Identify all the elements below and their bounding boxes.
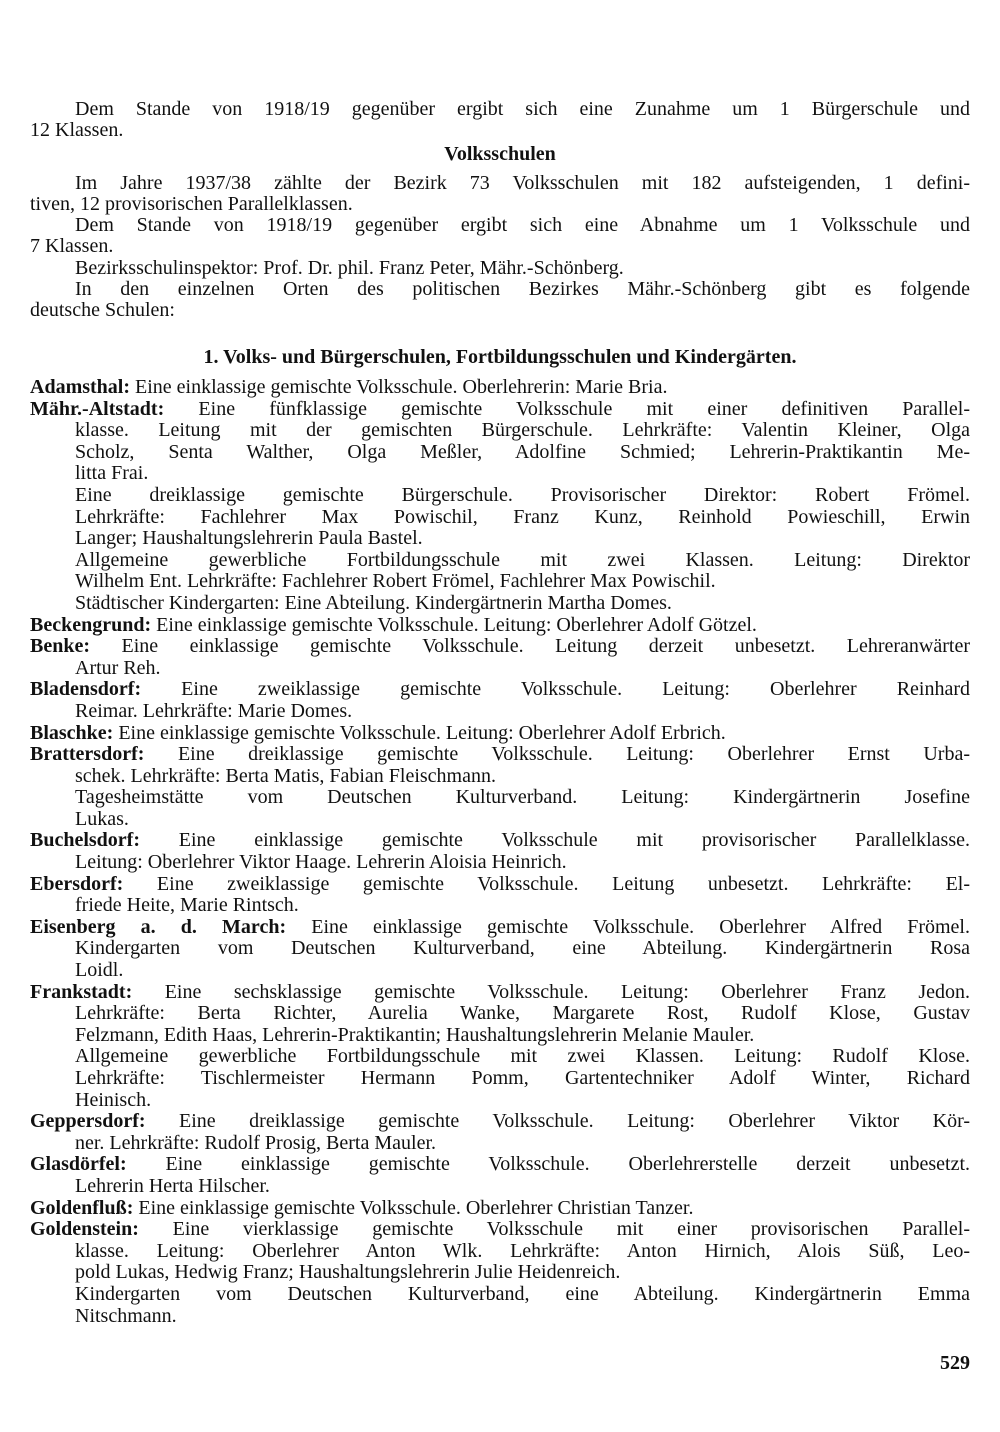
- entry-text: Eine einklassige gemischte Volksschule mit provisorischer Parallelklasse.: [178, 829, 970, 852]
- entry-line: [30, 1262, 970, 1284]
- entry-text: Eine zweiklassige gemischte Volksschule. Leitung: Oberlehrer Reinhard: [181, 678, 970, 701]
- entry-text: Lehrkräfte: Fachlehrer Max Powischil, Franz Kunz, Reinhold Powieschill, Erwin: [75, 505, 970, 528]
- school-entry: [30, 636, 970, 679]
- place-name: Mähr.-Altstadt:: [30, 397, 165, 420]
- school-entry: [30, 1111, 970, 1154]
- entry-line: [30, 1198, 970, 1220]
- entry-line: [30, 938, 970, 960]
- entry-text: Eine einklassige gemischte Volksschule. Leitung: Oberlehrer Adolf Götzel.: [156, 613, 757, 636]
- entry-text: Kindergarten vom Deutschen Kulturverband, eine Abteilung. Kindergärtnerin Emma: [75, 1282, 970, 1305]
- entry-text: Eine einklassige gemischte Volksschule. Leitung derzeit unbesetzt. Lehreranwärter: [121, 635, 971, 658]
- entry-line: [30, 852, 970, 874]
- paragraph-line: deutsche Schulen:: [30, 299, 175, 322]
- entry-line: [30, 1046, 970, 1068]
- entry-line: [30, 895, 970, 917]
- entry-text: Eine einklassige gemischte Volksschule. Leitung: Oberlehrer Adolf Erbrich.: [118, 721, 726, 744]
- entry-text: Eine vierklassige gemischte Volksschule mit einer provisorischen Parallel-: [172, 1218, 970, 1241]
- entry-text: Lehrerin Herta Hilscher.: [75, 1174, 270, 1197]
- entry-line: [30, 766, 970, 788]
- paragraph-line: Bezirksschulinspektor: Prof. Dr. phil. Franz Peter, Mähr.-Schönberg.: [75, 256, 624, 279]
- entry-text: Leitung: Oberlehrer Viktor Haage. Lehrerin Aloisia Heinrich.: [75, 851, 567, 874]
- entry-line: [30, 830, 970, 852]
- paragraph-line: Dem Stande von 1918/19 gegenüber ergibt sich eine Zunahme um 1 Bürgerschule und: [75, 98, 970, 120]
- place-name: Blaschke:: [30, 721, 114, 744]
- entry-line: [30, 1111, 970, 1133]
- entry-text: Eine dreiklassige gemischte Bürgerschule. Provisorischer Direktor: Robert Frömel.: [75, 483, 970, 506]
- school-entry: [30, 723, 970, 745]
- entry-line: [30, 593, 970, 615]
- entry-text: Eine fünfklassige gemischte Volksschule mit einer definitiven Parallel-: [198, 397, 971, 420]
- entry-text: Eine zweiklassige gemischte Volksschule. Leitung unbesetzt. Lehrkräfte: El-: [156, 872, 971, 895]
- section-title: 1. Volks- und Bürgerschulen, Fortbildungsschulen und Kindergärten.: [203, 346, 797, 368]
- school-entry: [30, 615, 970, 637]
- entry-line: [30, 463, 970, 485]
- entry-text: Eine dreiklassige gemischte Volksschule. Leitung: Oberlehrer Ernst Urba-: [177, 743, 971, 766]
- entry-text: Eine einklassige gemischte Volksschule. Oberlehrer Alfred Frömel.: [311, 915, 970, 938]
- place-name: Goldenstein:: [30, 1218, 139, 1241]
- entry-line: [30, 1306, 970, 1328]
- entry-text: Heinisch.: [75, 1088, 152, 1111]
- entry-line: [30, 1176, 970, 1198]
- entry-line: [30, 571, 970, 593]
- entry-text: Tagesheimstätte vom Deutschen Kulturverband. Leitung: Kindergärtnerin Josefine: [75, 786, 970, 809]
- school-entry: [30, 917, 970, 982]
- entry-line: [30, 679, 970, 701]
- entry-text: Allgemeine gewerbliche Fortbildungsschule mit zwei Klassen. Leitung: Direktor: [75, 548, 970, 571]
- section-heading: [30, 345, 970, 369]
- place-name: Frankstadt:: [30, 980, 133, 1003]
- page-number: 529: [940, 1352, 970, 1374]
- school-entry: [30, 830, 970, 873]
- entry-text: Reimar. Lehrkräfte: Marie Domes.: [75, 699, 353, 722]
- school-entries: [30, 377, 970, 1327]
- entry-text: Eine sechsklassige gemischte Volksschule. Leitung: Oberlehrer Franz Jedon.: [164, 980, 971, 1003]
- place-name: Ebersdorf:: [30, 872, 124, 895]
- place-name: Goldenfluß:: [30, 1196, 134, 1219]
- paragraph-line: Dem Stande von 1918/19 gegenüber ergibt sich eine Abnahme um 1 Volksschule und: [75, 214, 970, 237]
- entry-text: Langer; Haushaltungslehrerin Paula Bastel.: [75, 527, 423, 550]
- entry-line: [30, 1241, 970, 1263]
- school-entry: [30, 1198, 970, 1220]
- entry-line: [30, 701, 970, 723]
- entry-line: [30, 1025, 970, 1047]
- school-entry: [30, 377, 970, 399]
- entry-line: [30, 787, 970, 809]
- school-entry: [30, 679, 970, 722]
- entry-text: friede Heite, Marie Rintsch.: [75, 894, 299, 917]
- entry-text: Wilhelm Ent. Lehrkräfte: Fachlehrer Robert Frömel, Fachlehrer Max Powischil.: [75, 570, 716, 593]
- paragraph-line: tiven, 12 provisorischen Parallelklassen.: [30, 192, 353, 215]
- entry-line: [30, 615, 970, 637]
- entry-text: klasse. Leitung: Oberlehrer Anton Wlk. Lehrkräfte: Anton Hirnich, Alois Süß, Leo-: [75, 1239, 970, 1262]
- entry-text: Lehrkräfte: Berta Richter, Aurelia Wanke, Margarete Rost, Rudolf Klose, Gustav: [75, 1002, 970, 1025]
- entry-text: Eine einklassige gemischte Volksschule. Oberlehrerin: Marie Bria.: [135, 376, 668, 398]
- entry-text: Kindergarten vom Deutschen Kulturverband, eine Abteilung. Kindergärtnerin Rosa: [75, 937, 970, 960]
- entry-text: Scholz, Senta Walther, Olga Meßler, Adolfine Schmied; Lehrerin-Praktikantin Me-: [75, 440, 970, 463]
- entry-text: klasse. Leitung mit der gemischten Bürgerschule. Lehrkräfte: Valentin Kleiner, Olga: [75, 419, 970, 442]
- entry-line: [30, 1133, 970, 1155]
- paragraph-line: 7 Klassen.: [30, 235, 114, 258]
- entry-line: [30, 528, 970, 550]
- entry-text: Lehrkräfte: Tischlermeister Hermann Pomm, Gartentechniker Adolf Winter, Richard: [75, 1067, 970, 1089]
- entry-text: Loidl.: [75, 959, 124, 982]
- entry-line: [30, 960, 970, 982]
- school-entry: [30, 874, 970, 917]
- entry-line: [30, 485, 970, 507]
- entry-line: [30, 550, 970, 572]
- entry-text: Allgemeine gewerbliche Fortbildungsschule mit zwei Klassen. Leitung: Rudolf Klose.: [75, 1045, 970, 1068]
- place-name: Eisenberg a. d. March:: [30, 915, 287, 938]
- place-name: Beckengrund:: [30, 613, 152, 636]
- entry-text: litta Frai.: [75, 462, 149, 485]
- entry-line: [30, 1219, 970, 1241]
- entry-text: pold Lukas, Hedwig Franz; Haushaltungslehrerin Julie Heidenreich.: [75, 1261, 621, 1284]
- volksschulen-heading: Volksschulen: [444, 142, 556, 165]
- entry-line: [30, 420, 970, 442]
- entry-line: [30, 1154, 970, 1176]
- entry-text: Eine dreiklassige gemischte Volksschule. Leitung: Oberlehrer Viktor Kör-: [179, 1110, 970, 1133]
- school-entry: [30, 982, 970, 1112]
- paragraph-line: 12 Klassen.: [30, 119, 124, 142]
- school-entry: [30, 744, 970, 830]
- entry-line: [30, 874, 970, 896]
- entry-line: [30, 744, 970, 766]
- entry-line: [30, 917, 970, 939]
- entry-text: schek. Lehrkräfte: Berta Matis, Fabian Fleischmann.: [75, 764, 496, 787]
- entry-text: Felzmann, Edith Haas, Lehrerin-Praktikantin; Haushaltungslehrerin Melanie Mauler.: [75, 1023, 755, 1046]
- entry-line: [30, 507, 970, 529]
- entry-line: [30, 982, 970, 1004]
- school-entry: [30, 1154, 970, 1197]
- entry-text: Städtischer Kindergarten: Eine Abteilung. Kindergärtnerin Martha Domes.: [75, 591, 672, 614]
- paragraph-line: In den einzelnen Orten des politischen Bezirkes Mähr.-Schönberg gibt es folgende: [75, 278, 970, 301]
- entry-text: Artur Reh.: [75, 656, 161, 679]
- place-name: Bladensdorf:: [30, 678, 142, 701]
- entry-line: [30, 809, 970, 831]
- entry-line: [30, 1284, 970, 1306]
- paragraph-line: Im Jahre 1937/38 zählte der Bezirk 73 Volksschulen mit 182 aufsteigenden, 1 defini-: [75, 171, 970, 194]
- entry-line: [30, 1068, 970, 1090]
- place-name: Benke:: [30, 635, 90, 658]
- entry-line: [30, 377, 970, 399]
- entry-line: [30, 442, 970, 464]
- place-name: Glasdörfel:: [30, 1153, 127, 1176]
- entry-line: [30, 636, 970, 658]
- entry-line: [30, 723, 970, 745]
- intro-section: [30, 99, 970, 322]
- entry-text: Nitschmann.: [75, 1304, 177, 1327]
- entry-text: Lukas.: [75, 807, 129, 830]
- entry-line: [30, 1090, 970, 1112]
- place-name: Brattersdorf:: [30, 743, 145, 766]
- place-name: Buchelsdorf:: [30, 829, 140, 852]
- place-name: Geppersdorf:: [30, 1110, 146, 1133]
- entry-text: Eine einklassige gemischte Volksschule. Oberlehrerstelle derzeit unbesetzt.: [165, 1153, 971, 1176]
- entry-text: ner. Lehrkräfte: Rudolf Prosig, Berta Mauler.: [75, 1131, 437, 1154]
- entry-line: [30, 1003, 970, 1025]
- place-name: Adamsthal:: [30, 376, 131, 398]
- school-entry: [30, 399, 970, 615]
- school-entry: [30, 1219, 970, 1327]
- entry-line: [30, 658, 970, 680]
- entry-text: Eine einklassige gemischte Volksschule. Oberlehrer Christian Tanzer.: [138, 1196, 694, 1219]
- entry-line: [30, 399, 970, 421]
